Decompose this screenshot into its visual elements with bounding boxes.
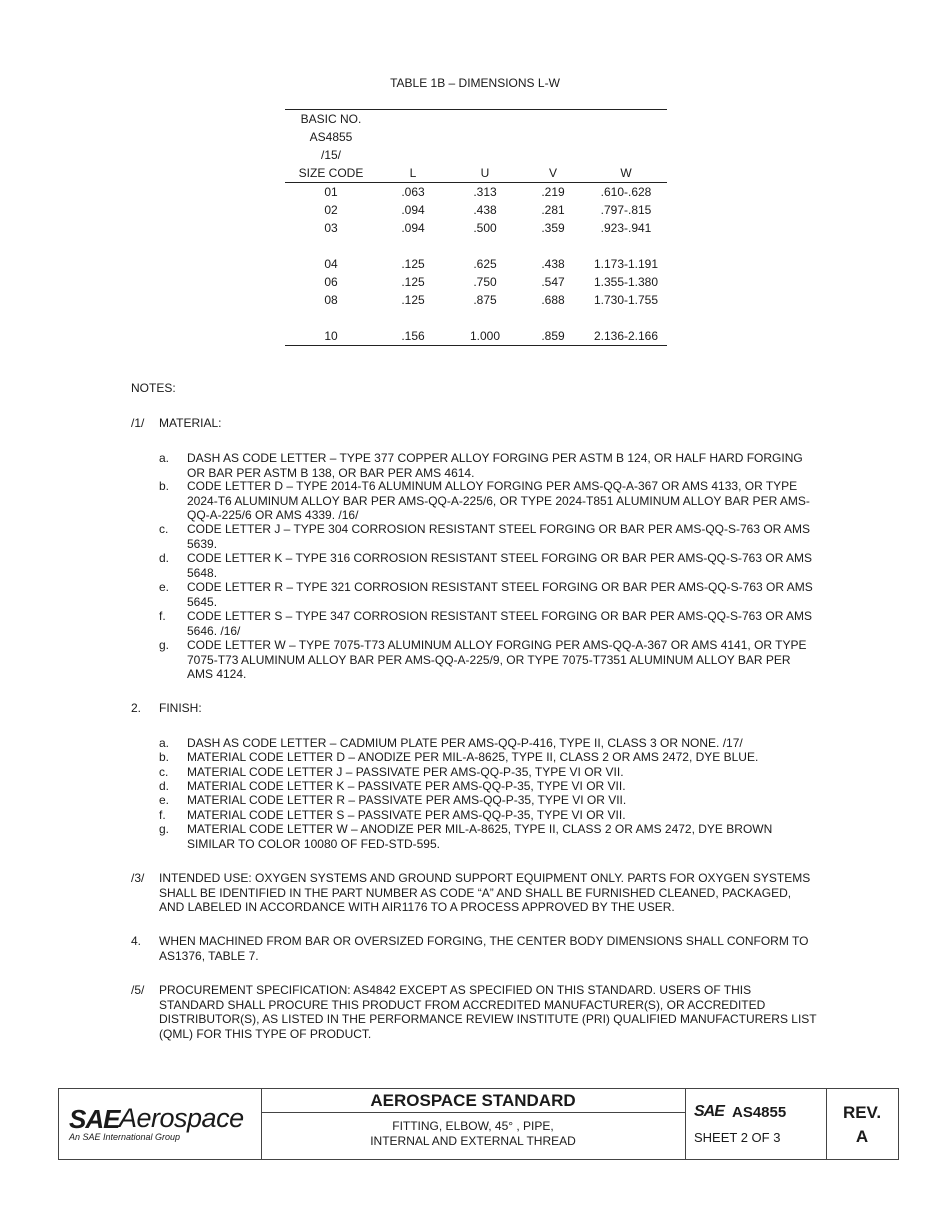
- cell: .359: [541, 221, 565, 235]
- column-header-w: W: [585, 164, 667, 183]
- cell: .438: [541, 257, 565, 271]
- standard-title: AEROSPACE STANDARD: [261, 1089, 685, 1113]
- item-letter: c.: [159, 765, 169, 779]
- cell: 06: [324, 275, 338, 289]
- title-block: [58, 1088, 899, 1160]
- cell: 1.000: [469, 329, 501, 343]
- header-line: BASIC NO.: [300, 112, 362, 126]
- cell: .438: [473, 203, 497, 217]
- item-text: MATERIAL CODE LETTER J – PASSIVATE PER AMS-QQ-P-35, TYPE VI OR VII.: [187, 765, 624, 779]
- item-letter: g.: [159, 638, 170, 652]
- cell: 1.730-1.755: [593, 293, 659, 307]
- item-letter: a.: [159, 451, 170, 465]
- number-cell: [685, 1089, 827, 1159]
- note-text: WHEN MACHINED FROM BAR OR OVERSIZED FORGING, THE CENTER BODY DIMENSIONS SHALL CONFORM TO AS1376, TABLE 7.: [159, 934, 809, 963]
- cell: 01: [324, 185, 338, 199]
- cell: .125: [401, 293, 425, 307]
- header-line: /15/: [320, 148, 341, 162]
- item-letter: f.: [159, 808, 166, 822]
- note-title: FINISH:: [159, 701, 202, 715]
- sae-logo: SAE: [69, 1104, 120, 1134]
- table-row: [285, 255, 667, 273]
- item-text: DASH AS CODE LETTER – TYPE 377 COPPER ALLOY FORGING PER ASTM B 124, OR HALF HARD FORGING OR BAR PER ASTM B 138, OR BAR PER AMS 4614.: [187, 451, 803, 480]
- table-title: TABLE 1B – DIMENSIONS L-W: [390, 76, 560, 90]
- revision-label: REV.: [842, 1103, 882, 1122]
- item-text: MATERIAL CODE LETTER D – ANODIZE PER MIL-A-8625, TYPE II, CLASS 2 OR AMS 2472, DYE BLUE.: [187, 750, 759, 764]
- cell: 02: [324, 203, 338, 217]
- table-row: [285, 327, 667, 346]
- table-row: [285, 219, 667, 237]
- aerospace-logo-text: Aerospace: [119, 1103, 244, 1133]
- table-row: [285, 183, 667, 202]
- cell: .094: [401, 203, 425, 217]
- table-row: [285, 291, 667, 309]
- dimensions-table: [285, 109, 667, 346]
- cell: 08: [324, 293, 338, 307]
- item-letter: c.: [159, 522, 169, 536]
- note-number: 4.: [131, 934, 142, 948]
- cell: .156: [401, 329, 425, 343]
- note-title: MATERIAL:: [159, 416, 222, 430]
- note-text: INTENDED USE: OXYGEN SYSTEMS AND GROUND SUPPORT EQUIPMENT ONLY. PARTS FOR OXYGEN SYSTEMS SHALL BE IDENTIFIED IN THE PART NUMBER AS CODE “A” AND SHALL BE FURNISHED CLEANED, PACKAGED, AND LABELED IN ACCORDANCE WITH AIR1176 TO A PROCESS APPROVED BY THE USER.: [159, 871, 811, 914]
- cell: .750: [473, 275, 497, 289]
- cell: .875: [473, 293, 497, 307]
- item-text: CODE LETTER K – TYPE 316 CORROSION RESISTANT STEEL FORGING OR BAR PER AMS-QQ-S-763 OR AMS 5648.: [187, 551, 813, 580]
- item-letter: b.: [159, 479, 170, 493]
- item-text: CODE LETTER D – TYPE 2014-T6 ALUMINUM ALLOY FORGING PER AMS-QQ-A-367 OR AMS 4133, OR TYPE 2024-T6 ALUMINUM ALLOY BAR PER AMS-QQ-A-225/6, OR TYPE 2024-T851 ALUMINUM ALLOY BAR PER AMS-QQ-A-225/6 OR AMS 4339. /16/: [187, 479, 810, 522]
- column-header-l: L: [377, 164, 449, 183]
- note-number: /3/: [131, 871, 145, 885]
- part-description-line-2: INTERNAL AND EXTERNAL THREAD: [370, 1134, 576, 1148]
- cell: .688: [541, 293, 565, 307]
- logo-subtitle: An SAE International Group: [69, 1132, 181, 1142]
- cell: 1.355-1.380: [593, 275, 659, 289]
- note-number: /1/: [131, 416, 145, 430]
- cell: .797-.815: [600, 203, 652, 217]
- revision-cell: [826, 1089, 898, 1159]
- cell: .859: [541, 329, 565, 343]
- cell: .219: [541, 185, 565, 199]
- cell: .610-.628: [600, 185, 652, 199]
- cell: .063: [401, 185, 425, 199]
- item-text: CODE LETTER S – TYPE 347 CORROSION RESISTANT STEEL FORGING OR BAR PER AMS-QQ-S-763 OR AMS 5646. /16/: [187, 609, 813, 638]
- cell: .125: [401, 275, 425, 289]
- cell: .313: [473, 185, 497, 199]
- cell: .094: [401, 221, 425, 235]
- sheet-number: SHEET 2 OF 3: [694, 1130, 781, 1145]
- item-text: CODE LETTER W – TYPE 7075-T73 ALUMINUM ALLOY FORGING PER AMS-QQ-A-367 OR AMS 4141, OR TYPE 7075-T73 ALUMINUM ALLOY BAR PER AMS-QQ-A-225/9, OR TYPE 7075-T7351 ALUMINUM ALLOY BAR PER AMS 4124.: [187, 638, 807, 681]
- cell: .625: [473, 257, 497, 271]
- column-header-u: U: [449, 164, 521, 183]
- item-text: MATERIAL CODE LETTER S – PASSIVATE PER AMS-QQ-P-35, TYPE VI OR VII.: [187, 808, 626, 822]
- item-letter: b.: [159, 750, 170, 764]
- item-letter: g.: [159, 822, 170, 836]
- logo-cell: [59, 1089, 262, 1159]
- cell: .500: [473, 221, 497, 235]
- item-text: MATERIAL CODE LETTER K – PASSIVATE PER AMS-QQ-P-35, TYPE VI OR VII.: [187, 779, 626, 793]
- table-row: [285, 201, 667, 219]
- cell: 04: [324, 257, 338, 271]
- item-letter: e.: [159, 580, 170, 594]
- table-row: [285, 273, 667, 291]
- cell: 1.173-1.191: [593, 257, 659, 271]
- item-text: CODE LETTER J – TYPE 304 CORROSION RESISTANT STEEL FORGING OR BAR PER AMS-QQ-S-763 OR AMS 5639.: [187, 522, 811, 551]
- cell: .281: [541, 203, 565, 217]
- item-text: MATERIAL CODE LETTER R – PASSIVATE PER AMS-QQ-P-35, TYPE VI OR VII.: [187, 793, 627, 807]
- part-description-line-1: FITTING, ELBOW, 45° , PIPE,: [392, 1119, 554, 1133]
- revision-value: A: [855, 1127, 869, 1146]
- standard-cell: [261, 1089, 686, 1159]
- item-letter: f.: [159, 609, 166, 623]
- item-text: MATERIAL CODE LETTER W – ANODIZE PER MIL-A-8625, TYPE II, CLASS 2 OR AMS 2472, DYE BROWN SIMILAR TO COLOR 10080 OF FED-STD-595.: [187, 822, 773, 851]
- item-text: CODE LETTER R – TYPE 321 CORROSION RESISTANT STEEL FORGING OR BAR PER AMS-QQ-S-763 OR AMS 5645.: [187, 580, 813, 609]
- item-text: DASH AS CODE LETTER – CADMIUM PLATE PER AMS-QQ-P-416, TYPE II, CLASS 3 OR NONE. /17/: [187, 736, 743, 750]
- note-number: /5/: [131, 983, 145, 997]
- cell: .923-.941: [600, 221, 652, 235]
- item-letter: d.: [159, 551, 170, 565]
- cell: .125: [401, 257, 425, 271]
- note-text: PROCUREMENT SPECIFICATION: AS4842 EXCEPT AS SPECIFIED ON THIS STANDARD. USERS OF THIS STANDARD SHALL PROCURE THIS PRODUCT FROM ACCREDITED MANUFACTURER(S), OR ACCREDITED DISTRIBUTOR(S), AS LISTED IN THE PERFORMANCE REVIEW INSTITUTE (PRI) QUALIFIED MANUFACTURERS LIST (QML) FOR THIS TYPE OF PRODUCT.: [159, 983, 817, 1041]
- cell: 03: [324, 221, 338, 235]
- standard-number: AS4855: [732, 1104, 787, 1121]
- notes-heading: NOTES:: [131, 381, 176, 395]
- cell: 10: [324, 329, 338, 343]
- item-letter: d.: [159, 779, 170, 793]
- column-header-v: V: [521, 164, 585, 183]
- cell: .547: [541, 275, 565, 289]
- note-number: 2.: [131, 701, 142, 715]
- cell: 2.136-2.166: [593, 329, 659, 343]
- item-letter: e.: [159, 793, 170, 807]
- item-letter: a.: [159, 736, 170, 750]
- sae-small-logo: SAE: [694, 1103, 724, 1120]
- header-line: AS4855: [309, 130, 353, 144]
- column-header-size-code: SIZE CODE: [285, 164, 377, 183]
